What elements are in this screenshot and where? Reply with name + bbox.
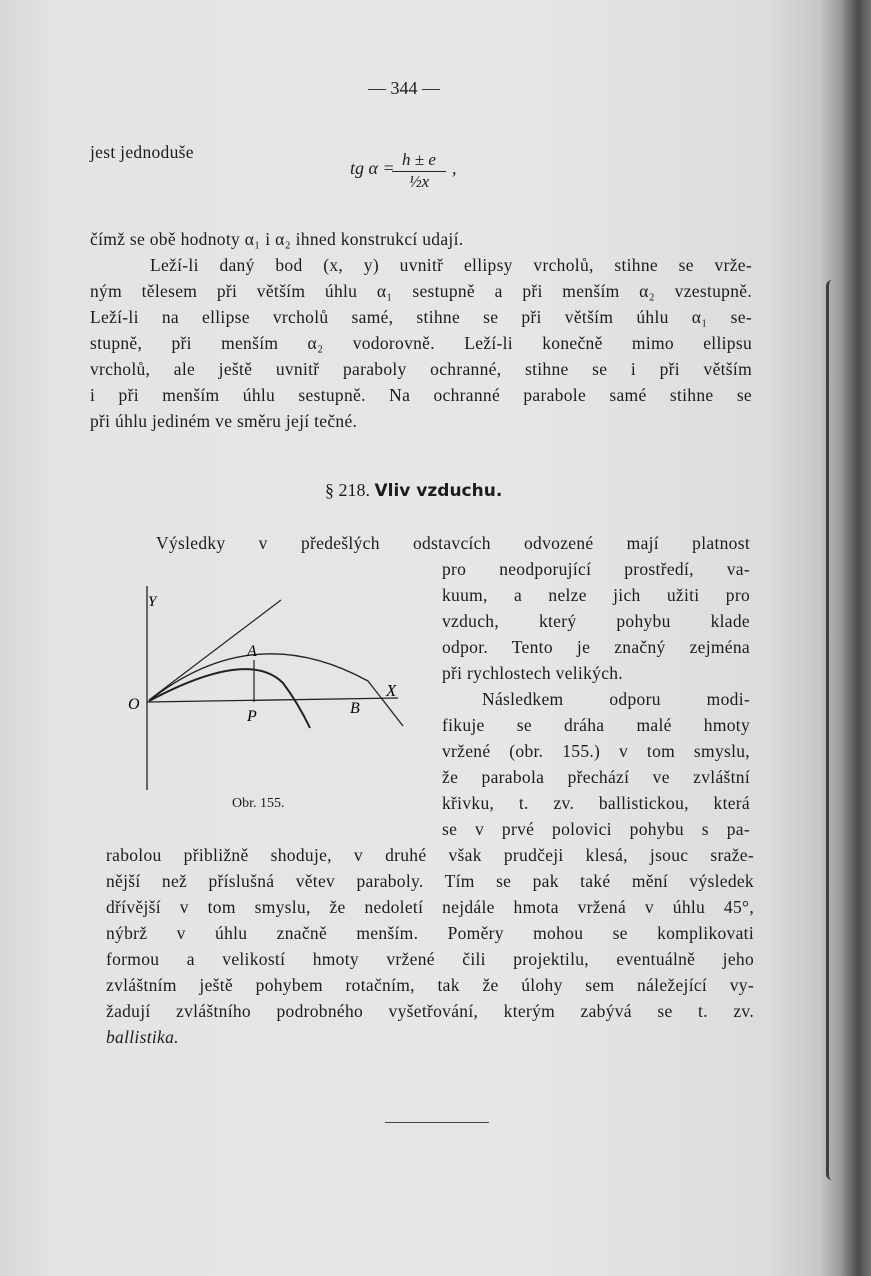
para3-last-word: ballistika. [106,1027,179,1047]
label-p: P [247,708,257,725]
para3-side-line: vržené (obr. 155.) v tom smyslu, [442,741,750,761]
section-title: Vliv vzduchu. [374,481,503,501]
para1-line: při úhlu jediném ve směru její tečné. [90,411,358,431]
formula-lhs: tg α = [350,158,395,178]
label-a: A [247,643,257,660]
formula-comma: , [452,158,457,178]
para2-side-line: vzduch, který pohybu klade [442,611,750,631]
label-origin: O [128,696,140,713]
section-number: § 218. [325,480,370,500]
para3-line: rabolou přibližně shoduje, v druhé však prudčeji klesá, jsouc sraže- [106,845,754,865]
formula-fraction [392,150,446,192]
para1-line: i při menším úhlu sestupně. Na ochranné parabole samé stihne se [90,385,752,405]
label-x: X [386,681,397,700]
para1-line: Leží-li daný bod (x, y) uvnitř ellipsy vrcholů, stihne se vrže- [150,255,752,275]
para2-side-line: kuum, a nelze jich užiti pro [442,585,750,605]
x-axis-line [147,698,398,702]
label-y: Y [148,594,157,610]
para3-line: žadují zvláštního podrobného vyšetřování, kterým zabývá se t. zv. [106,1001,754,1021]
para3-side-line: křivku, t. zv. ballistickou, která [442,793,750,813]
para2-side-line: pro neodporující prostředí, va- [442,559,750,579]
tangent-line [149,600,281,700]
label-b: B [350,700,360,717]
para3-side-line: že parabola přechází ve zvláštní [442,767,750,787]
para3-line: dřívější v tom smyslu, že nedoletí nejdále hmota vržená v úhlu 45°, [106,897,754,917]
binding-thread [826,280,839,1180]
page-number: — 344 — [368,78,440,98]
para3-line: nější než příslušná větev paraboly. Tím se pak také mění výsledek [106,871,754,891]
para3-side-line: se v prvé polovici pohybu s pa- [442,819,750,839]
decorative-rule [385,1122,489,1123]
trajectory-figure [118,578,418,798]
para1-line: vrcholů, ale ještě uvnitř paraboly ochranné, stihne se i při větším [90,359,752,379]
parabola-curve [149,654,403,726]
section-heading [325,480,502,501]
para3-line: nýbrž v úhlu značně menším. Poměry mohou se komplikovati [106,923,754,943]
lead-in-text: jest jednoduše [90,142,194,162]
para2-side-line: při rychlostech velikých. [442,663,623,683]
para3-line: zvláštním ještě pohybem rotačním, tak že úlohy sem náležející vy- [106,975,754,995]
para1-line: Leží-li na ellipse vrcholů samé, stihne se při větším úhlu α₁ se- [90,307,752,327]
para1-line: ným tělesem při větším úhlu α₁ sestupně a při menším α₂ vzestupně. [90,281,752,301]
formula-denominator: ½x [408,172,430,191]
para3-side-line: Následkem odporu modi- [482,689,750,709]
para1-line: stupně, při menším α₂ vodorovně. Leží-li konečně mimo ellipsu [90,333,752,353]
para3-line: formou a velikostí hmoty vržené čili projektilu, eventuálně jeho [106,949,754,969]
para2-line: Výsledky v předešlých odstavcích odvozené mají platnost [156,533,750,553]
para2-side-line: odpor. Tento je značný zejména [442,637,750,657]
formula-numerator: h ± e [392,150,446,172]
figure-caption: Obr. 155. [232,796,285,811]
para1-line: čímž se obě hodnoty α₁ i α₂ ihned konstrukcí udají. [90,229,464,249]
para3-side-line: fikuje se dráha malé hmoty [442,715,750,735]
ballistic-curve [149,669,310,728]
